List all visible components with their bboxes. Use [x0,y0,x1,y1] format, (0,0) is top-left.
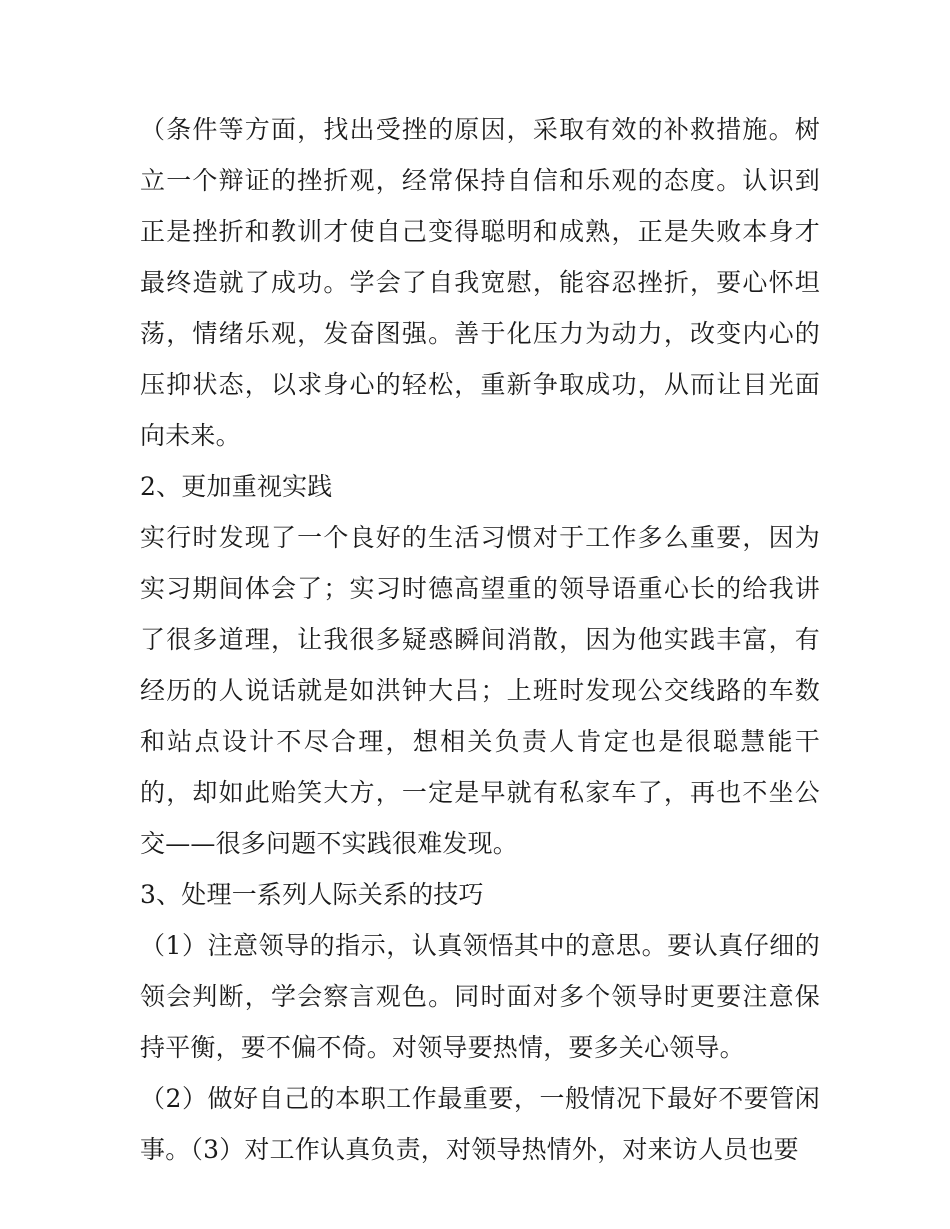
document-body [140,104,820,1175]
heading-relationships: 3、处理一系列人际关系的技巧 [140,880,484,909]
paragraph-tip-1: （1）注意领导的指示，认真领悟其中的意思。要认真仔细的领会判断，学会察言观色。同时面对多个领导时更要注意保持平衡，要不偏不倚。对领导要热情，要多关心领导。 [140,931,820,1062]
heading-practice: 2、更加重视实践 [140,472,333,501]
paragraph-frustration-view: （条件等方面，找出受挫的原因，采取有效的补救措施。树立一个辩证的挫折观，经常保持自信和乐观的态度。认识到正是挫折和教训才使自己变得聪明和成熟，正是失败本身才最终造就了成功。学会了自我宽慰，能容忍挫折，要心怀坦荡，情绪乐观，发奋图强。善于化压力为动力，改变内心的压抑状态，以求身心的轻松，重新争取成功，从而让目光面向未来。 [140,115,820,450]
paragraph-tip-2-3: （2）做好自己的本职工作最重要，一般情况下最好不要管闲事。（3）对工作认真负责，对领导热情外，对来访人员也要 [140,1084,820,1164]
paragraph-practice: 实行时发现了一个良好的生活习惯对于工作多么重要，因为实习期间体会了；实习时德高望重的领导语重心长的给我讲了很多道理，让我很多疑惑瞬间消散，因为他实践丰富，有经历的人说话就是如洪钟大吕；上班时发现公交线路的车数和站点设计不尽合理，想相关负责人肯定也是很聪慧能干的，却如此贻笑大方，一定是早就有私家车了，再也不坐公交——很多问题不实践很难发现。 [140,523,820,858]
